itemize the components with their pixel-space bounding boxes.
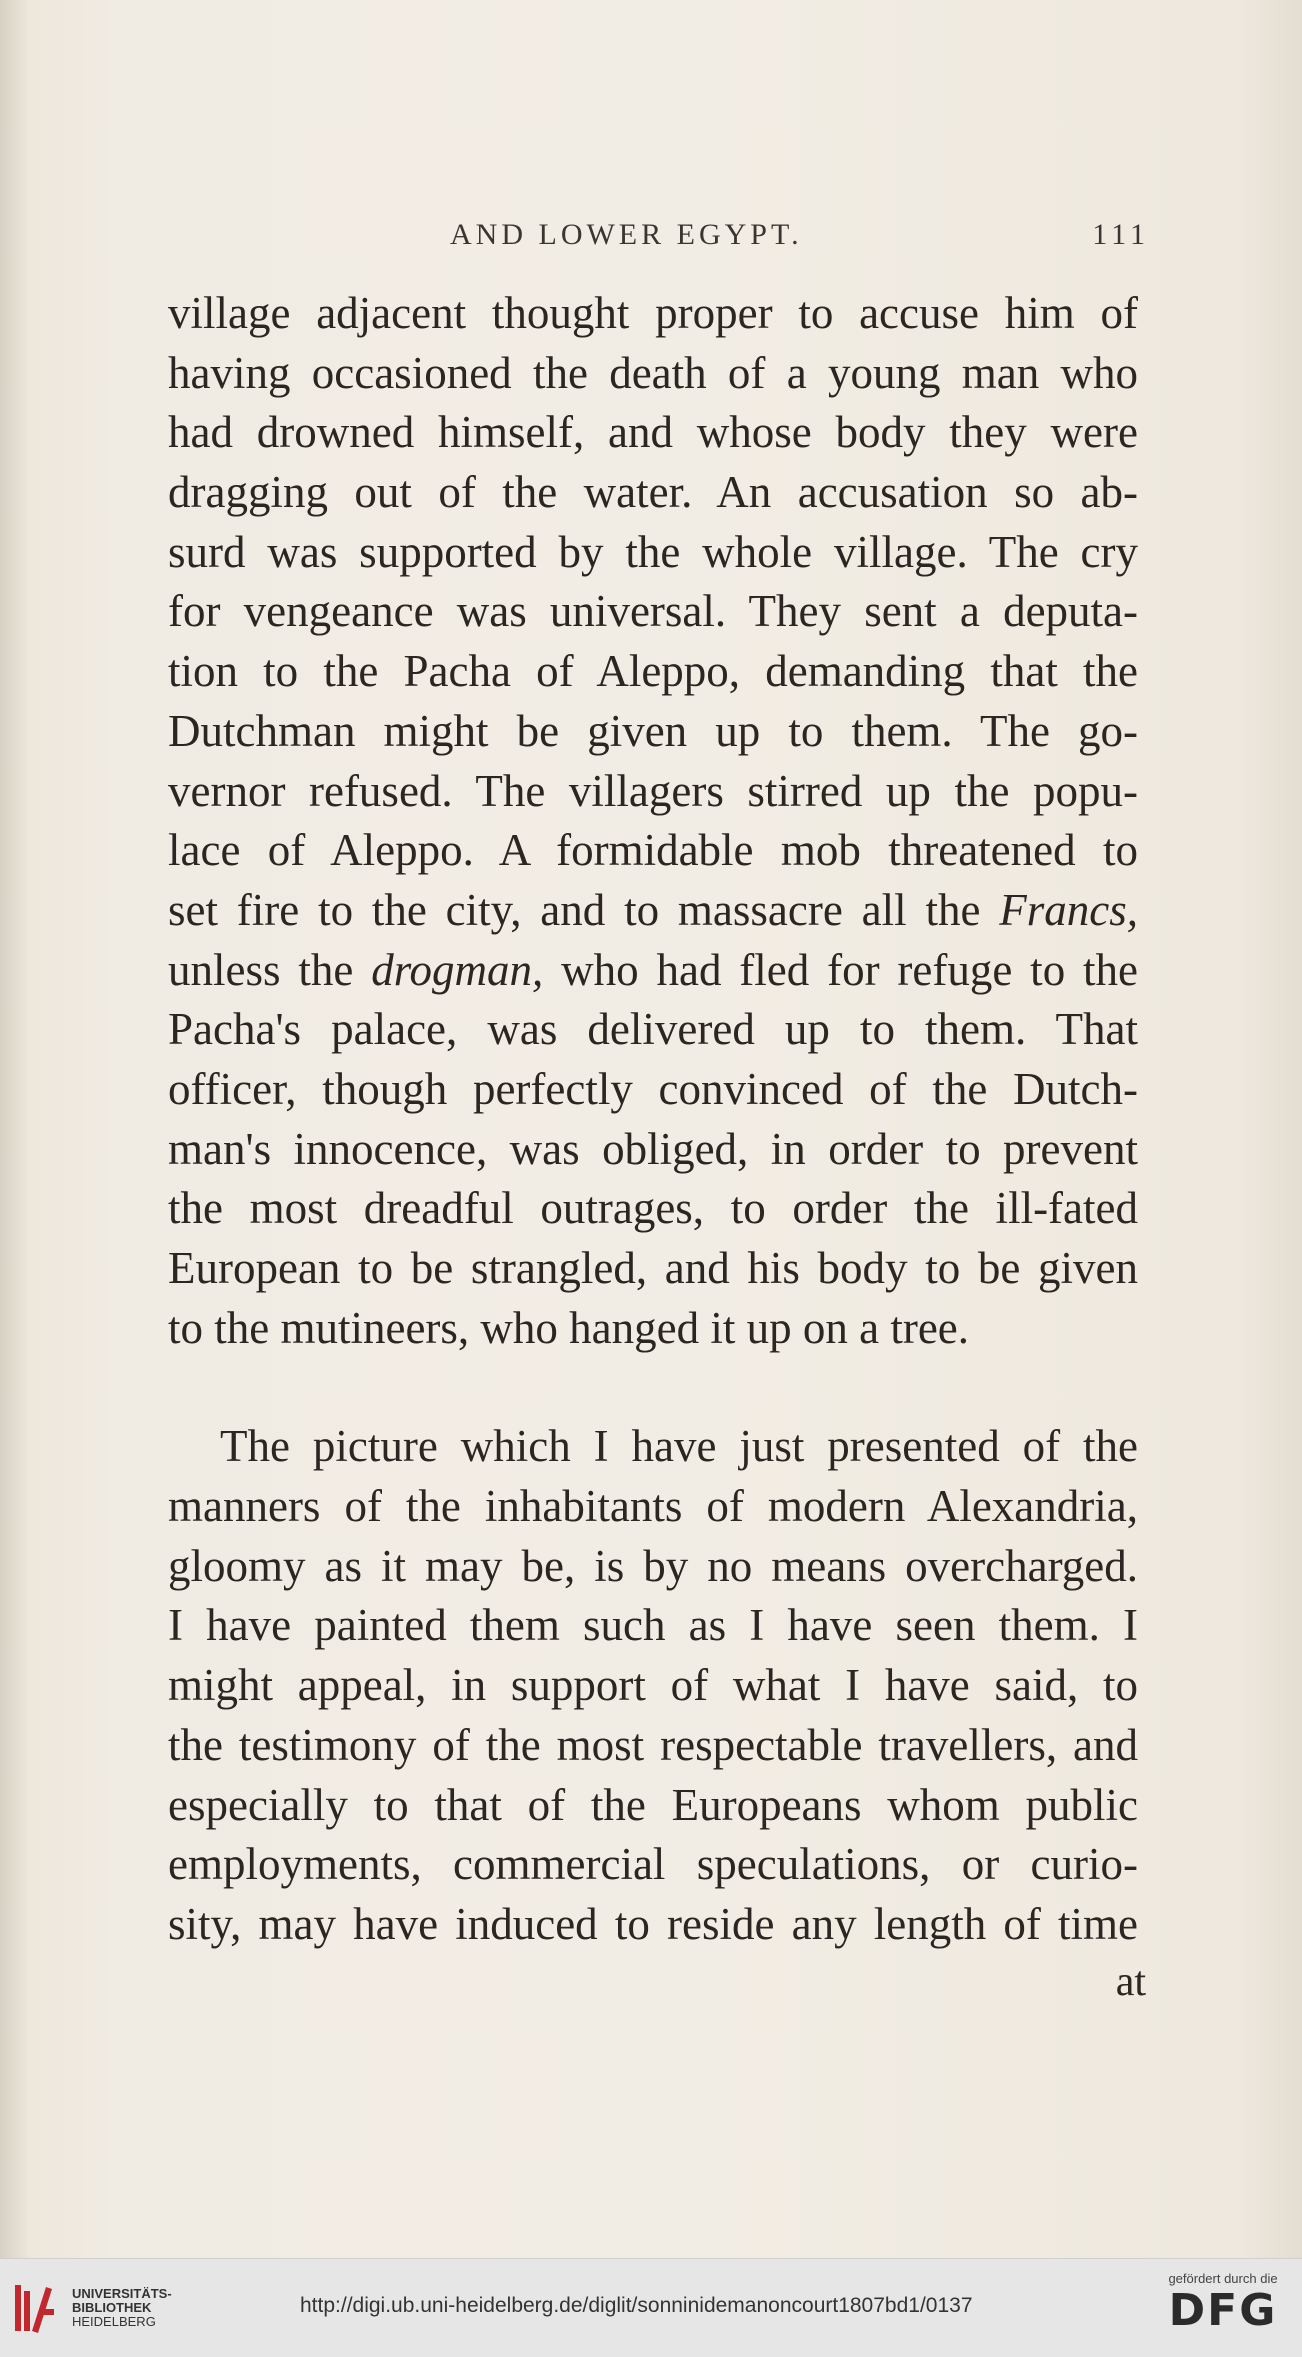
funder-label: gefördert durch die bbox=[1168, 2271, 1278, 2286]
text-line-mixed bbox=[168, 881, 1138, 941]
italic-term-francs: Francs, bbox=[999, 884, 1138, 935]
funder-block[interactable] bbox=[1158, 2271, 1288, 2336]
text-segment: unless the bbox=[168, 944, 354, 995]
text-line: for vengeance was universal. They sent a deputa- bbox=[168, 586, 1138, 637]
text-line: officer, though perfectly convinced of the Dutch- bbox=[168, 1063, 1138, 1114]
text-line: I have painted them such as I have seen them. I bbox=[168, 1600, 1138, 1651]
text-line: European to be strangled, and his body to be given bbox=[168, 1243, 1138, 1293]
text-line: the testimony of the most respectable travellers, and bbox=[168, 1719, 1138, 1770]
paragraph-2 bbox=[168, 1417, 1138, 1954]
text-line: vernor refused. The villagers stirred up the popu- bbox=[168, 765, 1138, 816]
text-line: village adjacent thought proper to accuse him of bbox=[168, 288, 1138, 338]
running-head bbox=[160, 218, 1150, 258]
text-line: the most dreadful outrages, to order the ill-fated bbox=[168, 1183, 1138, 1234]
text-line: had drowned himself, and whose body they were bbox=[168, 407, 1138, 458]
library-name-line: HEIDELBERG bbox=[72, 2314, 156, 2329]
library-name[interactable] bbox=[72, 2287, 172, 2329]
text-line: surd was supported by the whole village. The cry bbox=[168, 526, 1138, 577]
body-text bbox=[168, 284, 1138, 1955]
text-line-mixed bbox=[168, 941, 1138, 1001]
text-line: manners of the inhabitants of modern Alexandria, bbox=[168, 1481, 1138, 1532]
text-line: Dutchman might be given up to them. The go- bbox=[168, 705, 1138, 756]
text-line: especially to that of the Europeans whom public bbox=[168, 1779, 1138, 1830]
viewer-footer bbox=[0, 2258, 1302, 2357]
running-title: AND LOWER EGYPT. bbox=[450, 218, 803, 251]
text-line: The picture which I have just presented of the bbox=[220, 1421, 1138, 1472]
text-line: might appeal, in support of what I have said, to bbox=[168, 1660, 1138, 1711]
library-name-line: UNIVERSITÄTS- bbox=[72, 2286, 172, 2301]
dfg-logo-icon: DFG bbox=[1168, 2285, 1278, 2336]
page-number: 111 bbox=[1092, 218, 1150, 251]
text-line: sity, may have induced to reside any length of time bbox=[168, 1898, 1138, 1949]
text-line: to the mutineers, who hanged it up on a tree. bbox=[168, 1302, 970, 1353]
text-line: having occasioned the death of a young man who bbox=[168, 347, 1138, 398]
paragraph-1 bbox=[168, 284, 1138, 1358]
text-line: gloomy as it may be, is by no means overcharged. bbox=[168, 1540, 1138, 1591]
text-segment: who had fled for refuge to the bbox=[561, 944, 1138, 995]
italic-term-drogman: drogman, bbox=[371, 944, 544, 995]
text-segment: set fire to the city, and to massacre all the bbox=[168, 884, 981, 935]
permalink-url[interactable]: http://digi.ub.uni-heidelberg.de/diglit/sonninidemanoncourt1807bd1/0137 bbox=[300, 2294, 973, 2317]
text-line: employments, commercial speculations, or curio- bbox=[168, 1839, 1138, 1890]
paragraph-gap bbox=[168, 1358, 1138, 1417]
text-line: lace of Aleppo. A formidable mob threatened to bbox=[168, 825, 1138, 876]
text-line: Pacha's palace, was delivered up to them. That bbox=[168, 1004, 1138, 1055]
library-name-line: BIBLIOTHEK bbox=[72, 2300, 152, 2315]
text-line: dragging out of the water. An accusation so ab- bbox=[168, 467, 1138, 518]
university-library-logo-icon[interactable] bbox=[12, 2279, 58, 2337]
catchword: at bbox=[1115, 1959, 1146, 2005]
text-line: man's innocence, was obliged, in order to prevent bbox=[168, 1123, 1138, 1174]
text-line: tion to the Pacha of Aleppo, demanding that the bbox=[168, 646, 1138, 697]
